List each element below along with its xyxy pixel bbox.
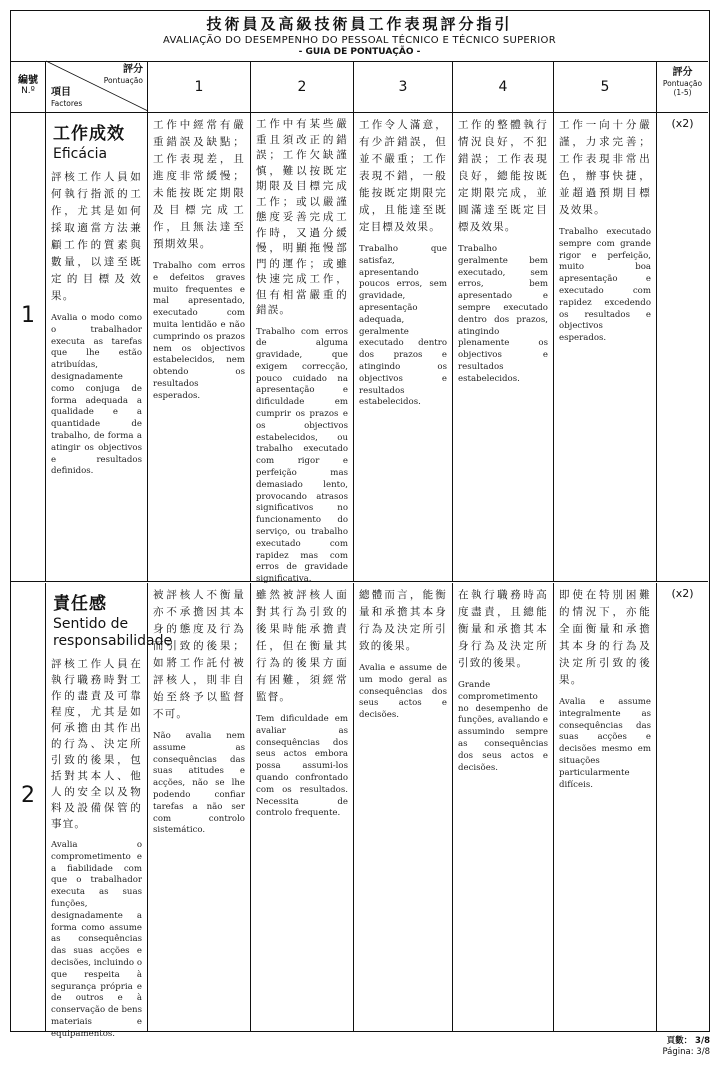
row-separator: [11, 581, 708, 582]
row-2-level-3-zh: 總體而言，能衡量和承擔其本身行為及決定所引致的後果。: [359, 589, 447, 652]
row-1-description-zh: 評核工作人員如何執行指派的工作，尤其是如何採取適當方法兼顧工作的質素與數量，以達至既定的目標及效果。: [51, 171, 142, 302]
row-2-level-4-pt: Grande comprometimento no desempenho de funções, avaliando e assumindo sempre as consequências dos seus actos e decisões.: [458, 680, 548, 773]
row-2-level-3: [354, 583, 453, 1031]
header-number-pt: N.º: [21, 86, 35, 96]
header-level-5: 5: [554, 61, 657, 113]
row-1-description-pt: Avalia o modo como o trabalhador executa as tarefas que lhe estão atribuídas, designadamente como conjuga de forma adequada a qualidade e a quantidade de trabalho, de forma a atingir os objectivos e resultados definidos.: [51, 313, 142, 477]
row-1-level-3-zh: 工作令人滿意，有少許錯誤，但並不嚴重；工作表現不錯，一般能按既定期限完成，且能達至既定目標及效果。: [359, 119, 447, 233]
row-1-level-5-zh: 工作一向十分嚴謹，力求完善；工作表現非常出色，辦事快捷，並超過預期目標及效果。: [559, 119, 651, 216]
row-2-level-5-pt: Avalia e assume integralmente as consequências das suas acções e decisões mesmo em situações particularmente difíceis.: [559, 697, 651, 790]
row-2-factor-pt: Sentido de responsabilidade: [53, 616, 173, 649]
row-2-description-zh: 評核工作人員在執行職務時對工作的盡責及可靠程度，尤其是如何承擔由其作出的行為、決定所引致的後果，包括對其本人、他人的安全以及物料及設備保管的事宜。: [51, 658, 142, 830]
header-final-pt: Pontuação: [662, 79, 703, 88]
row-2-number: 2: [11, 583, 46, 1031]
header-final-zh: 評分: [672, 67, 693, 78]
row-1-level-4: [453, 113, 554, 581]
title-portuguese: AVALIAÇÃO DO DESEMPENHO DO PESSOAL TÉCNICO E TÉCNICO SUPERIOR: [163, 35, 556, 46]
title-block: [11, 11, 708, 62]
row-2-level-4: [453, 583, 554, 1031]
header-final-score-cell: [657, 61, 708, 113]
row-1-factor-pt: Eficácia: [53, 146, 108, 162]
row-1-level-4-zh: 工作的整體執行情況良好，不犯錯誤；工作表現良好，總能按既定期限完成，並圓滿達至既定目標及效果。: [458, 119, 548, 233]
header-final-range: (1-5): [673, 88, 692, 97]
row-2-level-5: [554, 583, 657, 1031]
row-2-level-2: [251, 583, 354, 1031]
header-item-pt: Factores: [51, 99, 83, 108]
header-level-3: 3: [354, 61, 453, 113]
row-1-level-2-pt: Trabalho com erros de alguma gravidade, que exigem correcção, pouco cuidado na apresentação e dificuldade em cumprir os prazos e os objectivos estabelecidos, ou trabalho executado com rigor e perfeição mas demasiado lento, provocando atrasos significativos no funcionamento do serviço, ou trabalho executado com rapidez mas com erros de gravidade significativa.: [256, 326, 348, 585]
row-2-level-4-zh: 在執行職務時高度盡責，且總能衡量和承擔其本身行為及決定所引致的後果。: [458, 589, 548, 669]
row-1-factor-cell: [46, 113, 148, 581]
row-1-level-5-pt: Trabalho executado sempre com grande rigor e perfeição, muito boa apresentação e executado com rapidez excedendo os resultados e objectivos esperados.: [559, 227, 651, 344]
row-1-level-1-zh: 工作中經常有嚴重錯誤及缺點；工作表現差，且進度非常緩慢；未能按既定期限及目標完成工作，且無法達至預期效果。: [153, 119, 245, 250]
header-number-zh: 編號: [18, 75, 38, 86]
row-2-level-5-zh: 即使在特別困難的情況下，亦能全面衡量和承擔其本身的行為及決定所引致的後果。: [559, 589, 651, 686]
row-2-level-2-pt: Tem dificuldade em avaliar as consequências dos seus actos embora possa assumi-los quando confrontado com os resultados. Necessita de controlo frequente.: [256, 714, 348, 819]
title-chinese: 技術員及高級技術員工作表現評分指引: [206, 15, 513, 33]
row-1-level-5: [554, 113, 657, 581]
page-number-pt: Página: 3/8: [662, 1047, 710, 1057]
header-level-1: 1: [148, 61, 251, 113]
row-1-level-1: [148, 113, 251, 581]
header-item-cell: [46, 61, 148, 113]
row-1-factor-zh: 工作成效: [53, 124, 125, 144]
header-level-2: 2: [251, 61, 354, 113]
page-number-zh: 頁數： 3/8: [666, 1036, 710, 1046]
row-2-multiplier: (x2): [671, 587, 694, 600]
row-2-level-1-pt: Não avalia nem assume as consequências das suas atitudes e acções, não se lhe podendo confiar tarefas a não ser com controlo sistemático.: [153, 731, 245, 836]
header-number-cell: [11, 61, 46, 113]
row-2-level-1: [148, 583, 251, 1031]
header-level-4: 4: [453, 61, 554, 113]
header-score-pt: Pontuação: [103, 76, 143, 85]
row-2-level-1-zh: 被評核人不衡量亦不承擔因其本身的態度及行為而引致的後果；如將工作託付被評核人，則非自始至終予以監督不可。: [153, 589, 245, 720]
evaluation-sheet: [10, 10, 710, 1039]
row-1-level-2-zh: 工作中有某些嚴重且須改正的錯誤；工作欠缺謹慎，難以按既定期限及目標完成工作；或以嚴謹態度妥善完成工作時，又過分緩慢，明顯拖慢部門的運作；或雖快速完成工作，但有相當嚴重的錯誤。: [256, 118, 348, 316]
row-1-level-4-pt: Trabalho geralmente bem executado, sem erros, bem apresentado e sempre executado dentro dos prazos, atingindo plenamente os objectivos e resultados estabelecidos.: [458, 244, 548, 384]
guide-subtitle: - GUIA DE PONTUAÇÃO -: [298, 47, 421, 57]
header-score-zh: 評分: [123, 64, 143, 75]
row-1-level-1-pt: Trabalho com erros e defeitos graves muito frequentes e mal apresentado, executado com muita lentidão e não cumprindo os prazos nem os objectivos estabelecidos, nem obtendo os resultados esperados.: [153, 261, 245, 401]
row-2-factor-zh: 責任感: [53, 594, 107, 614]
row-2-level-3-pt: Avalia e assume de um modo geral as consequências dos seus actos e decisões.: [359, 663, 447, 721]
row-1-level-3-pt: Trabalho que satisfaz, apresentando poucos erros, sem gravidade, apresentação adequada, geralmente executado dentro dos prazos e atingindo os objectivos e resultados estabelecidos.: [359, 244, 447, 408]
page-footer: [662, 1036, 710, 1058]
header-item-zh: 項目: [51, 87, 71, 98]
row-1-level-2: [251, 113, 354, 585]
row-1-number: 1: [11, 113, 46, 581]
row-2-level-2-zh: 雖然被評核人面對其行為引致的後果時能承擔責任，但在衡量其行為的後果方面有困難，須經常監督。: [256, 589, 348, 703]
row-2-factor-cell: [46, 583, 173, 1039]
row-1-multiplier: (x2): [671, 117, 694, 130]
row-2-description-pt: Avalia o comprometimento e a fiabilidade com que o trabalhador executa as suas funções, designadamente a forma como assume as consequências das suas acções e decisões, incluindo o que respeita à segurança própria e de outros e à conservação de bens materiais e equipamentos.: [51, 840, 142, 1039]
row-1-level-3: [354, 113, 453, 581]
